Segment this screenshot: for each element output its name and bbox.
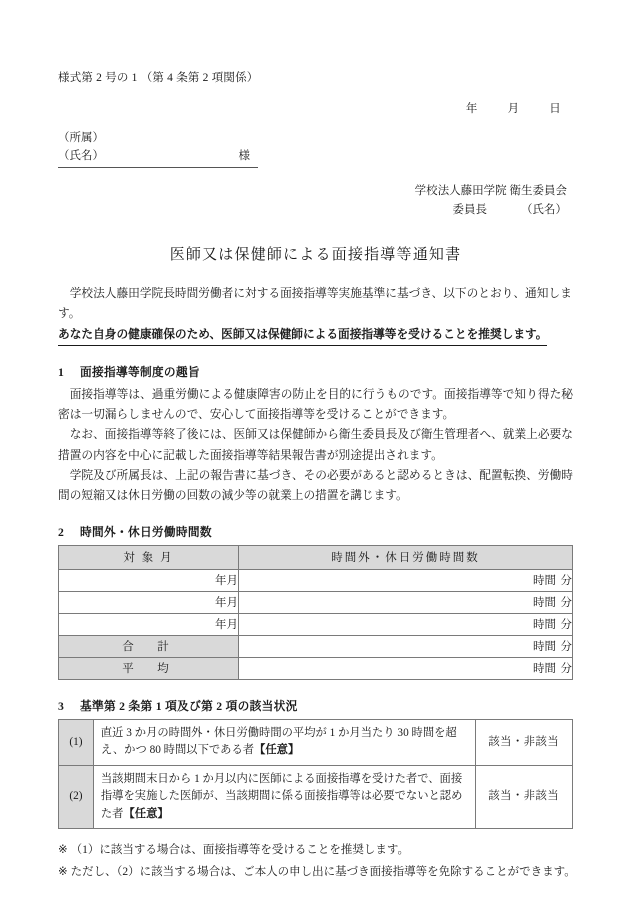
table-header-row [59,545,573,569]
month-label: 月 [226,575,238,588]
hours-unit: 時間 [533,619,556,632]
table-row [59,765,573,829]
column-header-target-month: 対 象 月 [59,545,239,569]
month-label: 月 [226,597,238,610]
minutes-unit: 分 [560,663,572,676]
section-1-number: 1 [58,366,65,380]
total-hours-cell[interactable] [239,635,573,657]
table-row-total [59,635,573,657]
hours-cell[interactable] [239,569,573,591]
footnote-2 [58,862,576,883]
section-1-body [58,385,573,506]
criteria-optional-tag: 【任意】 [123,807,169,820]
minutes-unit: 分 [560,641,572,654]
issuer-organization: 学校法人藤田学院 衛生委員会 [414,184,567,197]
section-2-number: 2 [58,525,65,539]
name-honorific: 様 [238,149,250,162]
average-label: 平 均 [59,657,239,679]
table-row [59,719,573,765]
table-row [59,591,573,613]
criteria-table [58,719,573,830]
criteria-description [93,719,475,765]
hours-cell[interactable] [239,591,573,613]
year-label: 年 [215,575,227,588]
minutes-unit: 分 [560,575,572,588]
section-2-title: 時間外・休日労働時間数 [80,525,212,539]
document-body [58,70,576,883]
table-row [59,613,573,635]
date-month-label: 月 [507,103,520,116]
section-3-number: 3 [58,699,65,713]
addressee-block [58,130,258,168]
issuer-name: （氏名） [521,204,567,217]
name-row [58,148,258,168]
issuer-block [58,182,573,221]
date-day-label: 日 [549,103,561,116]
page-title: 医師又は保健師による面接指導等通知書 [169,246,462,263]
criteria-judgement[interactable]: 該当・非該当 [475,765,572,829]
affiliation-row [58,130,258,148]
month-cell[interactable] [59,591,239,613]
footnote-2-text: ただし、（2）に該当する場合は、ご本人の申し出に基づき面接指導等を免除することができます。 [70,865,576,878]
name-label: （氏名） [58,149,104,162]
criteria-optional-tag: 【任意】 [254,744,300,757]
hours-unit: 時間 [533,641,556,654]
month-cell[interactable] [59,613,239,635]
intro-paragraph-1: 学校法人藤田学院長時間労働者に対する面接指導等実施基準に基づき、以下のとおり、通知します。 [58,286,572,321]
hours-unit: 時間 [533,663,556,676]
criteria-number: (1) [59,719,94,765]
date-line [58,100,573,116]
table-row-average [59,657,573,679]
note-mark-icon: ※ [58,844,68,857]
criteria-description [93,765,475,829]
section-1-paragraph-2: なお、面接指導等終了後には、医師又は保健師から衛生委員長及び衛生管理者へ、就業上必要な措置の内容を中心に記載した面接指導等結果報告書が別途提出されます。 [58,428,573,462]
affiliation-label: （所属） [58,132,104,145]
month-cell[interactable] [59,569,239,591]
criteria-description-text: 直近 3 か月の時間外・休日労働時間の平均が 1 か月当たり 30 時間を超え、かつ 80 時間以下である者 [100,726,457,757]
section-3-title: 基準第 2 条第 1 項及び第 2 項の該当状況 [80,699,298,713]
section-2-heading [58,524,573,540]
hours-unit: 時間 [533,575,556,588]
hours-cell[interactable] [239,613,573,635]
criteria-number: (2) [59,765,94,829]
hours-unit: 時間 [533,597,556,610]
average-hours-cell[interactable] [239,657,573,679]
criteria-description-text: 当該期間末日から 1 か月以内に医師による面接指導を受けた者で、面接指導を実施した医師が、当該期間に係る面接指導等は必要でないと認めた者 [100,772,463,820]
section-1-heading [58,364,573,380]
minutes-unit: 分 [560,597,572,610]
year-label: 年 [215,619,227,632]
issuer-role-row [58,201,567,221]
footnote-1 [58,840,573,861]
footnotes [58,840,576,883]
note-mark-icon: ※ [58,865,68,878]
form-number: 様式第 2 号の 1 （第 4 条第 2 項関係） [58,72,259,84]
column-header-overtime-hours: 時間外・休日労働時間数 [239,545,573,569]
table-row [59,569,573,591]
section-3-heading [58,698,573,714]
intro-block [58,284,573,346]
month-label: 月 [226,619,238,632]
footnote-1-text: （1）に該当する場合は、面接指導等を受けることを推奨します。 [70,844,409,857]
section-1-title: 面接指導等制度の趣旨 [80,366,200,380]
total-label: 合 計 [59,635,239,657]
intro-paragraph-2: あなた自身の健康確保のため、医師又は保健師による面接指導等を受けることを推奨します。 [58,325,547,346]
minutes-unit: 分 [560,619,572,632]
issuer-role: 委員長 [452,204,487,217]
section-1-paragraph-1: 面接指導等は、過重労働による健康障害の防止を目的に行うものです。面接指導等で知り得た秘密は一切漏らしませんので、安心して面接指導等を受けることができます。 [58,388,573,422]
criteria-judgement[interactable]: 該当・非該当 [475,719,572,765]
section-1-paragraph-3: 学院及び所属長は、上記の報告書に基づき、その必要があると認めるときは、配置転換、労働時間の短縮又は休日労働の回数の減少等の就業上の措置を講じます。 [58,468,573,502]
year-label: 年 [215,597,227,610]
date-year-label: 年 [465,103,478,116]
overtime-hours-table [58,545,573,680]
